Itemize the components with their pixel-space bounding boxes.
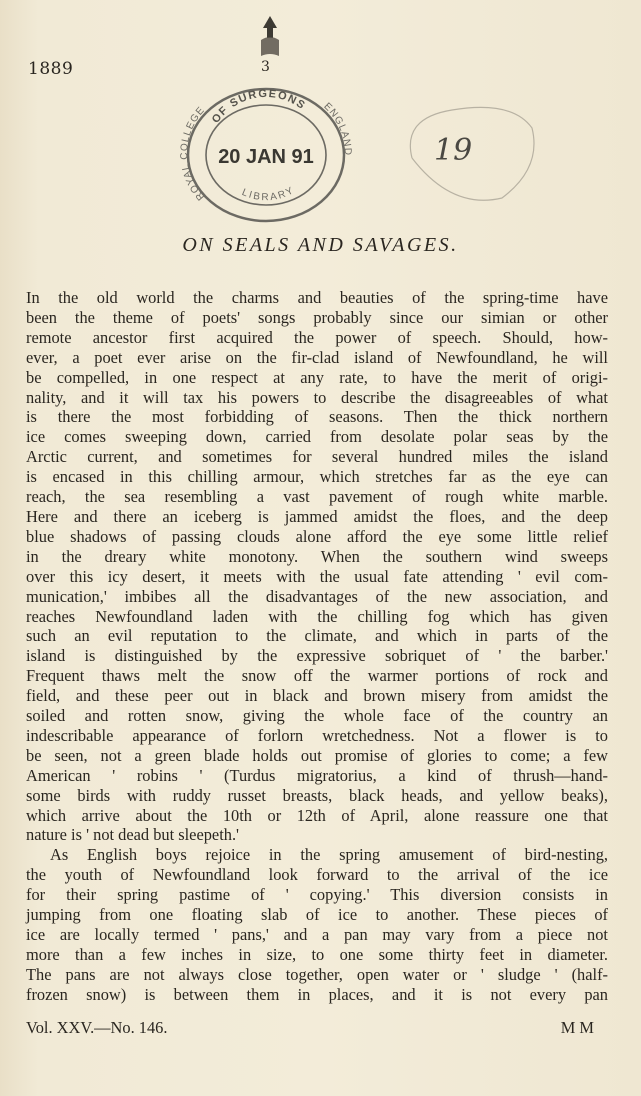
body-line: The pans are not always close together, open water or ' sludge ' (half- [26, 964, 608, 984]
body-line: which arrive about the 10th or 12th of April, alone reassure one that [26, 805, 608, 825]
year-label: 1889 [28, 59, 74, 79]
signature-mark: M M [560, 1018, 594, 1037]
body-line: ice comes sweeping down, carried from desolate polar seas by the [26, 427, 608, 447]
body-line: blue shadows of passing clouds alone afford the eye some little relief [26, 526, 608, 546]
stamp-left-text: ROYAL COLLEGE [179, 104, 208, 203]
library-stamp [178, 80, 354, 230]
body-line: been the theme of poets' songs probably since our simian or other [26, 307, 608, 327]
body-line: some birds with ruddy russet breasts, black heads, and yellow beaks), [26, 785, 608, 805]
svg-text:LIBRARY [240, 185, 297, 203]
stamp-date: 20 JAN 91 [218, 146, 314, 168]
pencil-number: 19 [434, 133, 473, 168]
body-line: ever, a poet ever arise on the fir-clad island of Newfoundland, he will [26, 347, 608, 367]
body-line: indescribable appearance of forlorn wretchedness. Not a flower is to [26, 725, 608, 745]
body-line: for their spring pastime of ' copying.' This diversion consists in [26, 885, 608, 905]
body-line: such an evil reputation to the climate, and which in parts of the [26, 626, 608, 646]
body-line: reach, the sea resembling a vast pavement of rough white marble. [26, 487, 608, 507]
page-footer [26, 1018, 594, 1038]
body-line: is encased in this chilling armour, which stretches far as the eye can [26, 467, 608, 487]
body-line: frozen snow) is between them in places, and it is not every pan [26, 984, 608, 1004]
article-title: ON SEALS AND SAVAGES. [182, 234, 459, 256]
body-line: jumping from one floating slab of ice to another. These pieces of [26, 905, 608, 925]
shelf-mark: 3 [261, 59, 270, 75]
svg-text:ROYAL COLLEGE [179, 105, 207, 203]
body-line: nality, and it will tax his powers to describe the disagreeables of what [26, 387, 608, 407]
body-line: island is distinguished by the expressive sobriquet of ' the barber.' [26, 646, 608, 666]
body-line: American ' robins ' (Turdus migratorius, a kind of thrush—hand- [26, 765, 608, 785]
body-line: Frequent thaws melt the snow off the warmer portions of rock and [26, 666, 608, 686]
library-mark-icon [255, 14, 285, 60]
body-line: reaches Newfoundland laden with the chilling fog which has given [26, 606, 608, 626]
body-line: nature is ' not dead but sleepeth.' [26, 825, 240, 845]
body-line: Arctic current, and sometimes for several hundred miles the island [26, 447, 608, 467]
body-line: field, and these peer out in black and brown misery from amidst the [26, 686, 608, 706]
stamp-right-text: ENGLAND [321, 100, 353, 157]
body-line: munication,' imbibes all the disadvantages of the new association, and [26, 586, 608, 606]
pencil-annotation [392, 98, 542, 210]
volume-label: Vol. XXV.—No. 146. [26, 1018, 168, 1037]
stamp-bottom-text: LIBRARY [240, 184, 297, 204]
body-line: is there the most forbidding of seasons. Then the thick northern [26, 407, 608, 427]
article-body [26, 288, 608, 1005]
body-line: be compelled, in one respect at any rate, to have the merit of origi- [26, 367, 608, 387]
body-line: in the dreary white monotony. When the southern wind sweeps [26, 546, 608, 566]
body-line: ice are locally termed ' pans,' and a pan may vary from a piece not [26, 925, 608, 944]
body-line: the youth of Newfoundland look forward to the arrival of the ice [26, 865, 608, 885]
body-line: In the old world the charms and beauties of the spring-time have [26, 288, 608, 307]
body-line: Here and there an iceberg is jammed amidst the floes, and the deep [26, 506, 608, 526]
body-line: over this icy desert, it meets with the usual fate attending ' evil com- [26, 566, 608, 586]
body-line: remote ancestor first acquired the power of speech. Should, how- [26, 327, 608, 347]
body-line: soiled and rotten snow, giving the whole face of the country an [26, 706, 608, 726]
stamp-top-text: OF SURGEONS [209, 87, 308, 126]
body-line: be seen, not a green blade holds out promise of glories to come; a few [26, 745, 608, 765]
body-line: more than a few inches in size, to one some thirty feet in diameter. [26, 944, 608, 964]
body-line: As English boys rejoice in the spring amusement of bird-nesting, [50, 845, 608, 865]
